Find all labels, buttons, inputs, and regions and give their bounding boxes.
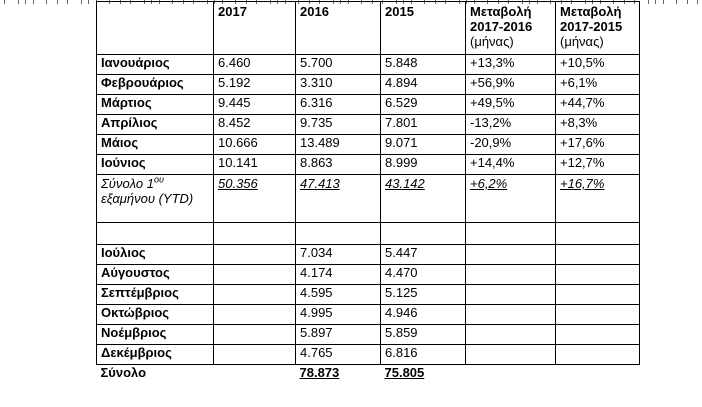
change-2017-2015: +17,6% (556, 135, 640, 155)
empty-cell (556, 223, 640, 245)
value-2015: 4.946 (381, 305, 466, 325)
value-2015: 8.999 (381, 155, 466, 175)
table-row (97, 245, 640, 265)
value-2015: 6.816 (381, 345, 466, 365)
change-2017-2016: +13,3% (466, 55, 556, 75)
ytd-label-text: Σύνολο 1 (101, 176, 154, 191)
change-2017-2015-empty (556, 305, 640, 325)
header-change-2017-2015-sub: (μήνας) (560, 34, 604, 49)
table-row (97, 345, 640, 365)
monthly-comparison-table (96, 1, 640, 384)
month-label: Ιανουάριος (97, 55, 214, 75)
empty-cell (466, 223, 556, 245)
header-change-2017-2016-sub: (μήνας) (470, 34, 514, 49)
value-2017-empty (214, 345, 296, 365)
cropped-glyph-mark (663, 0, 664, 4)
change-2017-2015-empty (556, 265, 640, 285)
value-2015: 5.447 (381, 245, 466, 265)
ytd-change-2017-2015: +16,7% (556, 175, 640, 223)
total-change2-empty (556, 365, 640, 385)
value-2016: 4.595 (296, 285, 381, 305)
change-2017-2016-empty (466, 285, 556, 305)
cropped-glyph-mark (18, 0, 19, 4)
value-2015: 6.529 (381, 95, 466, 115)
table-row (97, 155, 640, 175)
month-label: Ιούνιος (97, 155, 214, 175)
month-label: Δεκέμβριος (97, 345, 214, 365)
value-2015: 5.859 (381, 325, 466, 345)
table-row (97, 95, 640, 115)
total-2015: 75.805 (384, 365, 425, 380)
month-label: Αύγουστος (97, 265, 214, 285)
value-2015: 4.894 (381, 75, 466, 95)
month-label: Ιούλιος (97, 245, 214, 265)
value-2015: 5.848 (381, 55, 466, 75)
value-2017: 8.452 (214, 115, 296, 135)
ytd-label-suffix: εξαμήνου (YTD) (101, 191, 194, 206)
cropped-glyph-mark (697, 0, 698, 4)
value-2015: 5.125 (381, 285, 466, 305)
value-2016: 8.863 (296, 155, 381, 175)
cropped-glyph-mark (655, 0, 656, 4)
header-change-2017-2016 (466, 2, 556, 55)
header-row (97, 2, 640, 55)
value-2016: 5.897 (296, 325, 381, 345)
table-row (97, 285, 640, 305)
cropped-glyph-mark (46, 0, 47, 4)
change-2017-2015: +10,5% (556, 55, 640, 75)
cropped-glyph-mark (88, 0, 89, 4)
month-label: Οκτώβριος (97, 305, 214, 325)
value-2017: 10.141 (214, 155, 296, 175)
cropped-glyph-mark (4, 0, 5, 4)
change-2017-2015-empty (556, 325, 640, 345)
value-2017: 9.445 (214, 95, 296, 115)
value-2016: 9.735 (296, 115, 381, 135)
ytd-2016: 47.413 (296, 175, 381, 223)
ytd-row (97, 175, 640, 223)
total-2016: 78.873 (299, 365, 340, 380)
month-label: Μάιος (97, 135, 214, 155)
total-row (97, 365, 640, 385)
table-row (97, 265, 640, 285)
empty-cell (97, 223, 214, 245)
blank-row (97, 223, 640, 245)
month-label: Φεβρουάριος (97, 75, 214, 95)
value-2017-empty (214, 285, 296, 305)
value-2017: 10.666 (214, 135, 296, 155)
value-2017-empty (214, 245, 296, 265)
value-2016: 3.310 (296, 75, 381, 95)
change-2017-2015: +8,3% (556, 115, 640, 135)
value-2016: 5.700 (296, 55, 381, 75)
header-2017: 2017 (214, 2, 296, 55)
ytd-2015: 43.142 (381, 175, 466, 223)
month-label: Σεπτέμβριος (97, 285, 214, 305)
change-2017-2016: +49,5% (466, 95, 556, 115)
value-2017-empty (214, 325, 296, 345)
cropped-glyph-mark (81, 0, 82, 4)
change-2017-2015-empty (556, 345, 640, 365)
empty-cell (296, 223, 381, 245)
ytd-2017: 50.356 (214, 175, 296, 223)
value-2016: 6.316 (296, 95, 381, 115)
value-2015: 9.071 (381, 135, 466, 155)
change-2017-2016-empty (466, 325, 556, 345)
header-change-2017-2015 (556, 2, 640, 55)
value-2016: 7.034 (296, 245, 381, 265)
total-2017-empty (214, 365, 296, 385)
change-2017-2016: +56,9% (466, 75, 556, 95)
table-row (97, 135, 640, 155)
change-2017-2015: +44,7% (556, 95, 640, 115)
cropped-glyph-mark (67, 0, 68, 4)
value-2016: 13.489 (296, 135, 381, 155)
month-label: Νοέμβριος (97, 325, 214, 345)
change-2017-2016-empty (466, 245, 556, 265)
cropped-glyph-mark (25, 0, 26, 4)
month-label: Απρίλιος (97, 115, 214, 135)
header-2016: 2016 (296, 2, 381, 55)
change-2017-2016: +14,4% (466, 155, 556, 175)
change-2017-2016: -13,2% (466, 115, 556, 135)
change-2017-2016-empty (466, 305, 556, 325)
header-change-2017-2015-title: Μεταβολή 2017-2015 (560, 4, 623, 34)
ytd-label-superscript: ου (153, 174, 164, 185)
change-2017-2016-empty (466, 345, 556, 365)
change-2017-2015: +6,1% (556, 75, 640, 95)
change-2017-2015-empty (556, 285, 640, 305)
cropped-glyph-mark (33, 0, 34, 4)
header-change-2017-2016-title: Μεταβολή 2017-2016 (470, 4, 533, 34)
header-empty-cell (97, 2, 214, 55)
empty-cell (381, 223, 466, 245)
value-2016: 4.995 (296, 305, 381, 325)
change-2017-2015: +12,7% (556, 155, 640, 175)
total-change1-empty (466, 365, 556, 385)
header-2015: 2015 (381, 2, 466, 55)
table-row (97, 115, 640, 135)
table-row (97, 55, 640, 75)
ytd-label (97, 175, 214, 223)
value-2017: 5.192 (214, 75, 296, 95)
table-row (97, 75, 640, 95)
cropped-glyph-mark (57, 0, 58, 4)
empty-cell (214, 223, 296, 245)
cropped-glyph-mark (648, 0, 649, 4)
value-2016: 4.174 (296, 265, 381, 285)
value-2015: 4.470 (381, 265, 466, 285)
value-2015: 7.801 (381, 115, 466, 135)
cropped-glyph-mark (676, 0, 677, 4)
table-row (97, 325, 640, 345)
value-2017: 6.460 (214, 55, 296, 75)
cropped-glyph-mark (687, 0, 688, 4)
total-label: Σύνολο (100, 365, 147, 380)
change-2017-2016-empty (466, 265, 556, 285)
value-2016: 4.765 (296, 345, 381, 365)
ytd-change-2017-2016: +6,2% (466, 175, 556, 223)
change-2017-2016: -20,9% (466, 135, 556, 155)
month-label: Μάρτιος (97, 95, 214, 115)
value-2017-empty (214, 265, 296, 285)
change-2017-2015-empty (556, 245, 640, 265)
table-row (97, 305, 640, 325)
value-2017-empty (214, 305, 296, 325)
